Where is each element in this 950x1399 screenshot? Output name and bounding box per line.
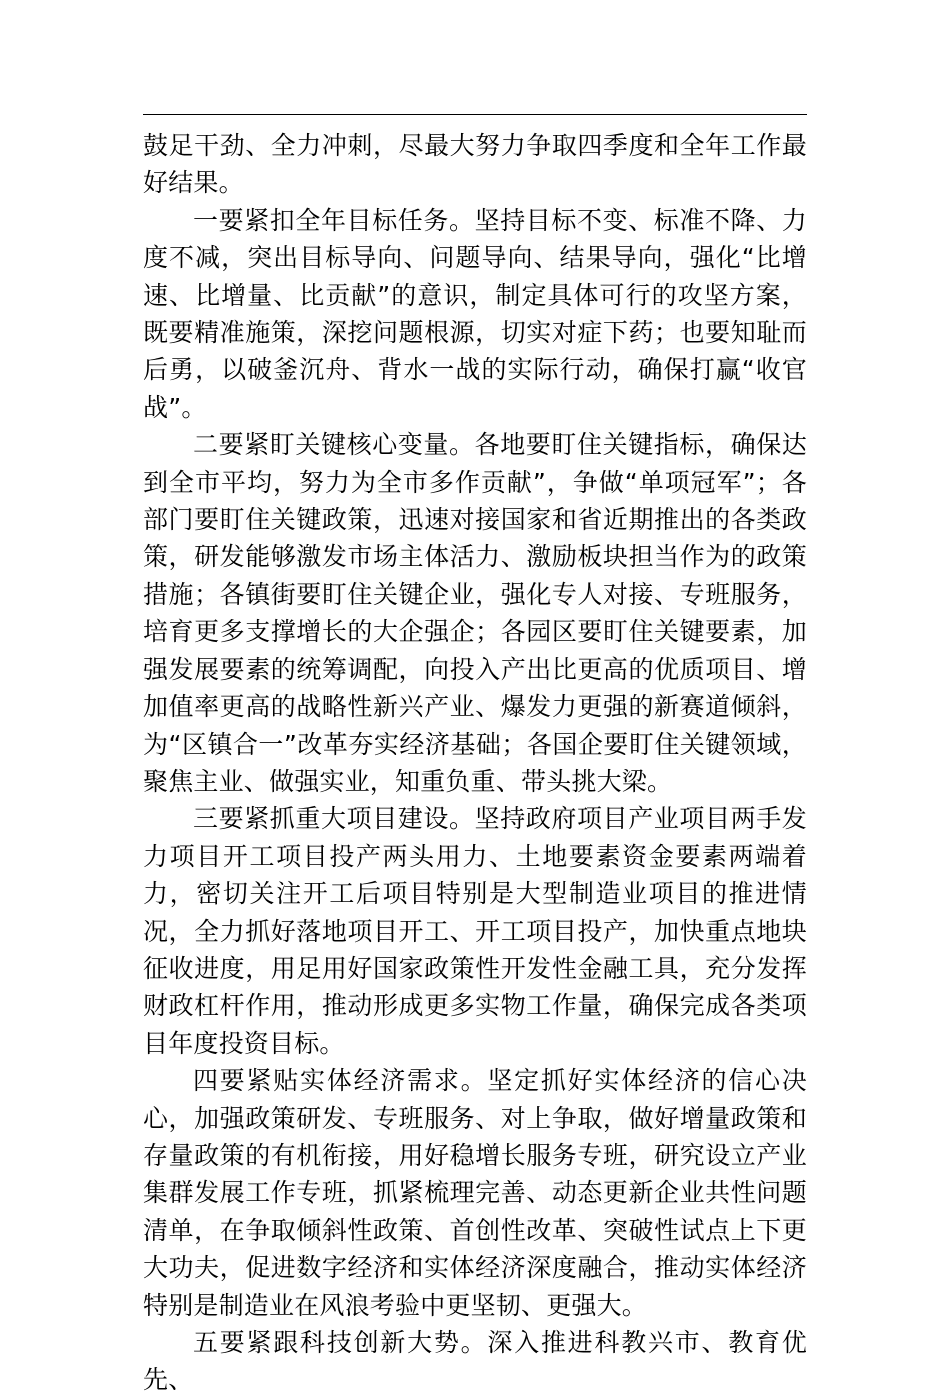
paragraph-tech-innovation: 五要紧跟科技创新大势。深入推进科教兴市、教育优先、 xyxy=(143,1328,807,1395)
paragraph-key-variables: 二要紧盯关键核心变量。各地要盯住关键指标，确保达到全市平均，努力为全市多作贡献”，争做“单项冠军”；各部门要盯住关键政策，迅速对接国家和省近期推出的各类政策，研发能够激发市场主体活力、激励板块担当作为的政策措施；各镇街要盯住关键企业，强化专人对接、专班服务，培育更多支撑增长的大企强企；各园区要盯住关键要素，加强发展要素的统筹调配，向投入产出比更高的优质项目、增加值率更高的战略性新兴产业、爆发力更强的新赛道倾斜，为“区镇合一”改革夯实经济基础；各国企要盯住关键领域，聚焦主业、做强实业，知重负重、带头挑大梁。 xyxy=(143,430,807,796)
header-rule xyxy=(143,114,807,115)
paragraph-target-tasks: 一要紧扣全年目标任务。坚持目标不变、标准不降、力度不减，突出目标导向、问题导向、结果导向，强化“比增速、比增量、比贡献”的意识，制定具体可行的攻坚方案，既要精准施策，深挖问题根源，切实对症下药；也要知耻而后勇，以破釜沉舟、背水一战的实际行动，确保打赢“收官战”。 xyxy=(143,205,807,422)
document-body xyxy=(143,127,807,1399)
paragraph-real-economy: 四要紧贴实体经济需求。坚定抓好实体经济的信心决心，加强政策研发、专班服务、对上争取，做好增量政策和存量政策的有机衔接，用好稳增长服务专班，研究设立产业集群发展工作专班，抓紧梳理完善、动态更新企业共性问题清单，在争取倾斜性政策、首创性改革、突破性试点上下更大功夫，促进数字经济和实体经济深度融合，推动实体经济特别是制造业在风浪考验中更坚韧、更强大。 xyxy=(143,1066,807,1320)
paragraph-continuation: 鼓足干劲、全力冲刺，尽最大努力争取四季度和全年工作最好结果。 xyxy=(143,131,807,198)
paragraph-major-projects: 三要紧抓重大项目建设。坚持政府项目产业项目两手发力项目开工项目投产两头用力、土地要素资金要素两端着力，密切关注开工后项目特别是大型制造业项目的推进情况，全力抓好落地项目开工、开工项目投产，加快重点地块征收进度，用足用好国家政策性开发性金融工具，充分发挥财政杠杆作用，推动形成更多实物工作量，确保完成各类项目年度投资目标。 xyxy=(143,804,807,1058)
